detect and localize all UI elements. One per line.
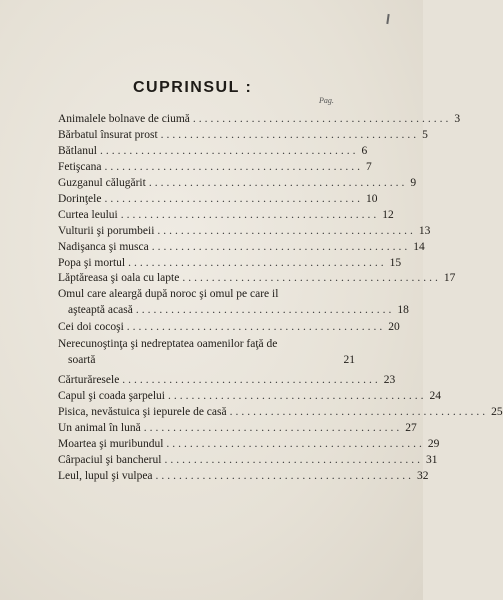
entry-title: Leul, lupul şi vulpea (58, 470, 153, 482)
page-column-header: Pag. (319, 96, 334, 105)
entry-page: 27 (405, 422, 417, 434)
entry-title: Guzganul călugărit (58, 177, 146, 189)
dot-leader: ............................................ (182, 272, 441, 284)
dot-leader: ............................................ (143, 422, 403, 434)
dot-leader: ............................................ (128, 257, 387, 269)
entry-title: Pisica, nevăstuica şi iepurele de casă (58, 406, 227, 418)
entry-page: 23 (383, 374, 396, 386)
entry-title: Bărbatul însurat prost (58, 129, 158, 141)
toc-entry (58, 176, 417, 192)
entry-title: Lăptăreasa şi oala cu lapte (58, 272, 180, 284)
toc-entry (58, 144, 368, 160)
toc-entry (58, 160, 372, 176)
entry-title: Bătlanul (58, 145, 97, 157)
toc-entry (58, 224, 431, 240)
entry-page: 13 (418, 225, 431, 237)
dot-leader: ............................................ (148, 177, 408, 189)
entry-title: Cârpaciul şi bancherul (58, 454, 162, 466)
dot-leader: ............................................ (164, 454, 423, 466)
entry-page: 29 (427, 438, 440, 450)
entry-page: 10 (365, 193, 378, 205)
toc-entry (58, 287, 409, 318)
dot-leader: ............................................ (135, 303, 395, 316)
entry-title: Nadişanca şi musca (58, 241, 149, 253)
dot-leader: ............................................ (120, 209, 380, 221)
entry-title: Nerecunoştinţa şi nedreptatea oamenilor faţă de (58, 338, 278, 350)
entry-page: 31 (425, 454, 438, 466)
entry-title: Cărturăresele (58, 374, 120, 386)
toc-entry (58, 256, 402, 272)
entry-page: 14 (413, 241, 425, 253)
entry-page: 3 (454, 113, 461, 125)
toc-entry (58, 240, 425, 256)
entry-page: 5 (422, 129, 428, 141)
entry-page: 24 (429, 390, 441, 402)
dot-leader: ............................................ (122, 374, 381, 386)
entry-title: Dorinţele (58, 193, 102, 205)
toc-entry (58, 271, 456, 287)
dot-leader: ............................................ (151, 241, 411, 253)
toc-entry (58, 453, 438, 469)
entry-title-continued: aşteaptă acasă (68, 303, 133, 316)
dot-leader: ............................................ (229, 406, 489, 418)
toc-entry (58, 320, 400, 336)
entry-title: Omul care aleargă după noroc şi omul pe care il (58, 288, 279, 300)
toc-entry (58, 389, 441, 405)
entry-page: 6 (361, 145, 368, 157)
entry-page: 18 (397, 303, 409, 316)
entry-title: Cei doi cocoşi (58, 321, 124, 333)
dot-leader: ............................................ (160, 129, 420, 141)
entry-title: Curtea leului (58, 209, 118, 221)
entry-title: Popa şi mortul (58, 257, 126, 269)
dot-leader: ............................................ (192, 113, 452, 125)
entry-title: Fetişcana (58, 161, 102, 173)
dot-leader: ............................................ (99, 145, 359, 157)
entry-title-continued: soartă (68, 353, 96, 366)
entry-page: 32 (417, 470, 429, 482)
toc-entry (58, 337, 355, 368)
entry-page: 25 (491, 406, 503, 418)
entry-title: Moartea şi muribundul (58, 438, 164, 450)
toc-entry (58, 469, 429, 485)
dot-leader: ............................................ (155, 470, 415, 482)
toc-entry (58, 128, 428, 144)
dot-leader: ............................................ (126, 321, 386, 333)
toc-entry (58, 437, 440, 453)
entry-page: 12 (382, 209, 394, 221)
dot-leader: ............................................ (167, 390, 427, 402)
toc-entry (58, 373, 396, 389)
entry-page: 15 (389, 257, 402, 269)
toc-entry (58, 208, 394, 224)
entry-page: 17 (443, 272, 456, 284)
dot-leader: ............................................ (166, 438, 425, 450)
entry-page: 20 (388, 321, 400, 333)
toc-entry (58, 112, 461, 128)
dot-leader: ............................................ (104, 161, 363, 173)
entry-page: 21 (343, 353, 355, 366)
entry-title: Vulturii şi porumbeii (58, 225, 155, 237)
entry-title: Un animal în lună (58, 422, 141, 434)
dot-leader: ............................................ (157, 225, 416, 237)
toc-entry (58, 421, 417, 437)
page-title: CUPRINSUL : (133, 79, 253, 96)
entry-title: Capul şi coada şarpelui (58, 390, 165, 402)
entry-title: Animalele bolnave de ciumă (58, 113, 190, 125)
toc-entry (58, 192, 378, 208)
ink-mark (386, 14, 389, 24)
toc-entry (58, 405, 503, 421)
entry-page: 7 (365, 161, 372, 173)
dot-leader: ............................................ (104, 193, 363, 205)
entry-page: 9 (410, 177, 417, 189)
